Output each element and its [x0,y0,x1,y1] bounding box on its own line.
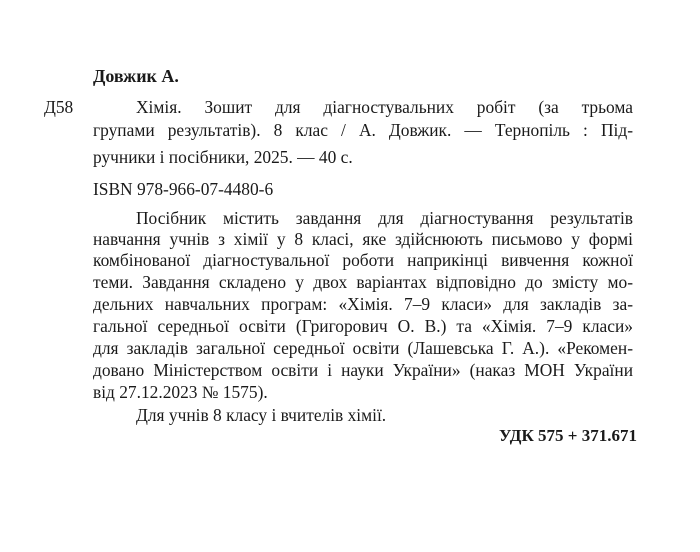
audience-note: Для учнів 8 класу і вчителів хімії. [136,405,387,425]
udk-code: УДК 575 + 371.671 [499,426,637,445]
annotation-line: теми. Завдання складено у двох варіантах відповідно до змісту мо- [93,272,633,292]
annotation-line: від 27.12.2023 № 1575). [93,382,268,402]
isbn: ISBN 978-966-07-4480-6 [93,179,274,199]
annotation-line: дельних навчальних програм: «Хімія. 7–9 класи» для закладів за- [93,294,633,314]
author-name: Довжик А. [93,66,179,86]
annotation-line: для закладів загальної середньої освіти (Лашевська Г. А.). «Рекомен- [93,338,633,358]
annotation-line: довано Міністерством освіти і науки України» (наказ МОН України [93,360,633,380]
title-line-1: Хімія. Зошит для діагностувальних робіт (за трьома [136,97,633,117]
title-line-2: групами результатів). 8 клас / А. Довжик. — Тернопіль : Під- [93,120,633,140]
annotation-line: комбінованої діагностувальної роботи наприкінці вивчення кожної [93,250,633,270]
title-line-3: ручники і посібники, 2025. — 40 с. [93,147,353,167]
annotation-line: Посібник містить завдання для діагностування результатів [136,208,633,228]
annotation-line: гальної середньої освіти (Григорович О. В.) та «Хімія. 7–9 класи» [93,316,633,336]
annotation-line: навчання учнів з хімії у 8 класі, яке здійснюють письмово у формі [93,229,633,249]
classification-code: Д58 [44,97,74,117]
